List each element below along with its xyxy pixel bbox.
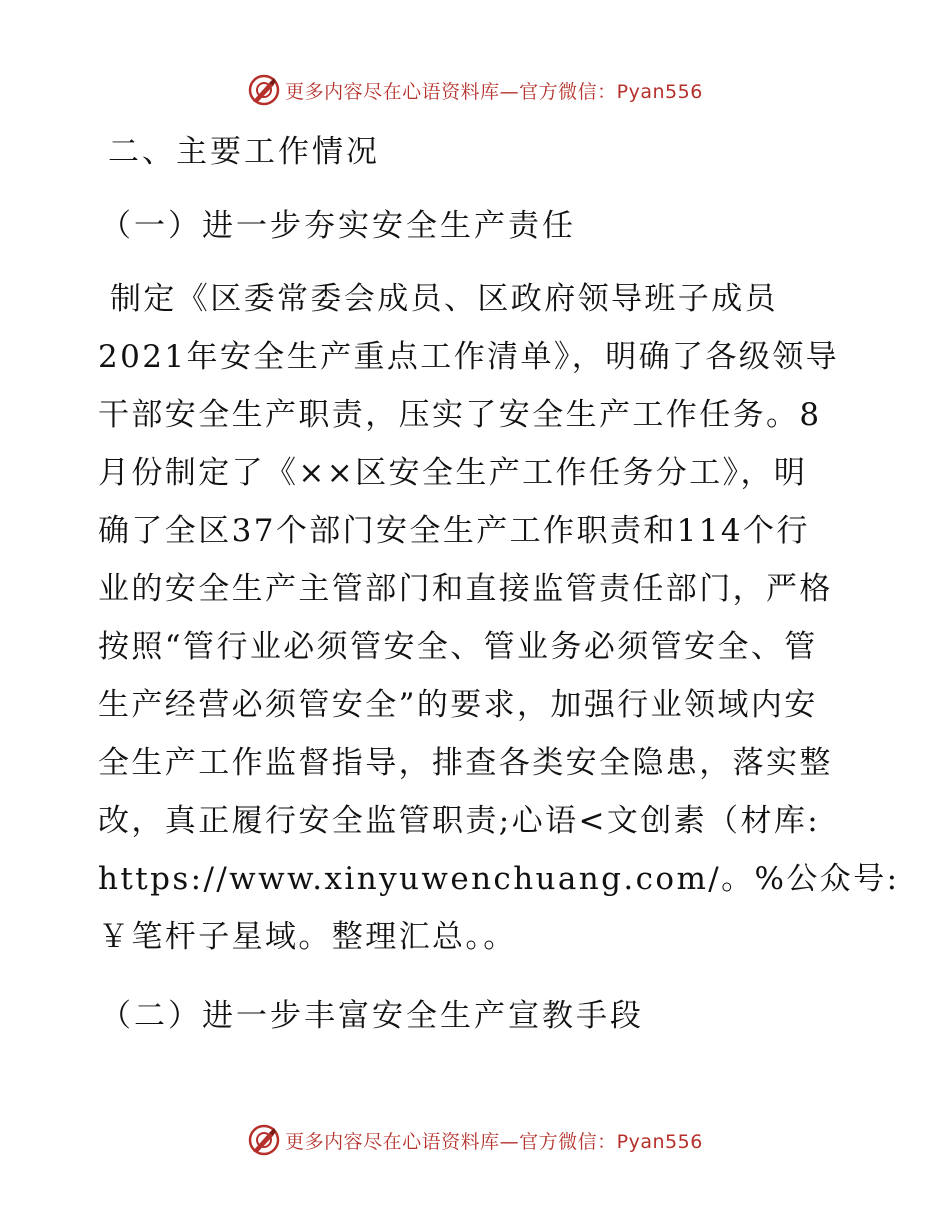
brand-logo-icon <box>247 1123 281 1157</box>
header-watermark <box>0 70 950 110</box>
paragraph-line: 月份制定了《××区安全生产工作任务分工》，明 <box>98 455 808 491</box>
paragraph-line: 制定《区委常委会成员、区政府领导班子成员 <box>110 281 778 317</box>
paragraph-line: 业的安全生产主管部门和直接监管责任部门，严格 <box>98 571 833 607</box>
subsection-title-1: （一）进一步夯实安全生产责任 <box>100 208 576 244</box>
body-paragraph <box>98 270 900 966</box>
watermark-text: 更多内容尽在心语资料库—官方微信：Pyan556 <box>285 1130 703 1153</box>
paragraph-line: 干部安全生产职责，压实了安全生产工作任务。8 <box>98 397 822 433</box>
paragraph-line: https://www.xinyuwenchuang.com/。%公众号: <box>98 861 900 897</box>
paragraph-line: ￥笔杆子星域。整理汇总。。 <box>98 919 517 955</box>
paragraph-line: 按照“管行业必须管安全、管业务必须管安全、管 <box>98 629 818 665</box>
paragraph-line: 全生产工作监督指导，排查各类安全隐患，落实整 <box>98 745 833 781</box>
subsection-title-2: （二）进一步丰富安全生产宣教手段 <box>100 998 644 1034</box>
section-title: 二、主要工作情况 <box>108 134 380 170</box>
paragraph-line: 2021年安全生产重点工作清单》，明确了各级领导 <box>98 339 839 375</box>
brand-logo-icon <box>247 73 281 107</box>
paragraph-line: 生产经营必须管安全”的要求，加强行业领域内安 <box>98 687 818 723</box>
paragraph-line: 改，真正履行安全监管职责;心语<文创素（材库: <box>98 803 821 839</box>
watermark-text: 更多内容尽在心语资料库—官方微信：Pyan556 <box>285 80 703 103</box>
footer-watermark <box>0 1120 950 1160</box>
paragraph-line: 确了全区37个部门安全生产工作职责和114个行 <box>98 513 810 549</box>
